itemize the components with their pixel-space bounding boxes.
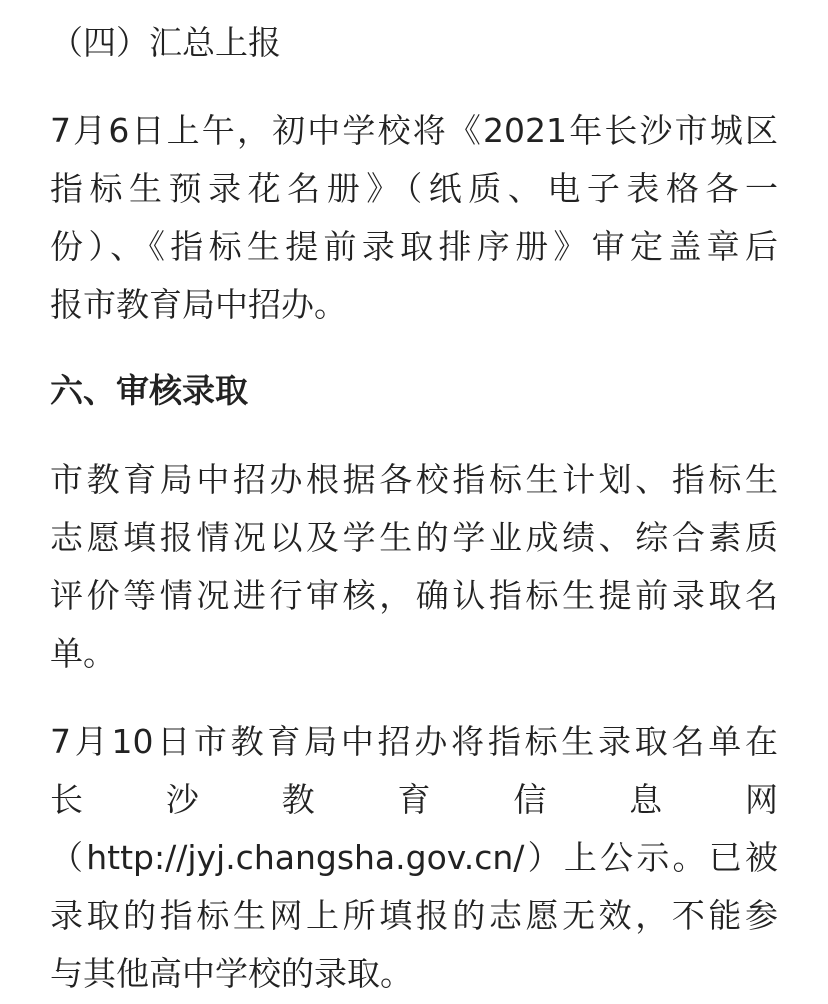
section-4-paragraph-line-2: 指标生预录花名册》（纸质、电子表格各一 — [50, 169, 778, 208]
section-6-paragraph-1-line-2: 志愿填报情况以及学生的学业成绩、综合素质 — [50, 518, 778, 557]
section-4-paragraph-line-4: 报市教育局中招办。 — [50, 285, 347, 324]
website-name-line: 长沙教育信息网 — [50, 780, 778, 819]
section-4-paragraph-line-1: 7月6日上午，初中学校将《2021年长沙市城区 — [50, 111, 778, 150]
section-6-paragraph-1-line-4: 单。 — [50, 634, 116, 673]
section-6-paragraph-1-line-1: 市教育局中招办根据各校指标生计划、指标生 — [50, 460, 778, 499]
section-6-paragraph-1-line-3: 评价等情况进行审核，确认指标生提前录取名 — [50, 576, 778, 615]
section-4-heading: （四）汇总上报 — [50, 23, 281, 62]
section-6-paragraph-2-line-4: 录取的指标生网上所填报的志愿无效，不能参 — [50, 896, 778, 935]
section-4-paragraph-line-3: 份）、《指标生提前录取排序册》审定盖章后 — [50, 227, 778, 266]
section-6-heading: 六、审核录取 — [50, 371, 248, 410]
section-6-paragraph-2-line-1: 7月10日市教育局中招办将指标生录取名单在 — [50, 722, 778, 761]
website-url-line: （http://jyj.changsha.gov.cn/）上公示。已被 — [50, 838, 778, 877]
section-6-paragraph-2-line-5: 与其他高中学校的录取。 — [50, 954, 413, 993]
